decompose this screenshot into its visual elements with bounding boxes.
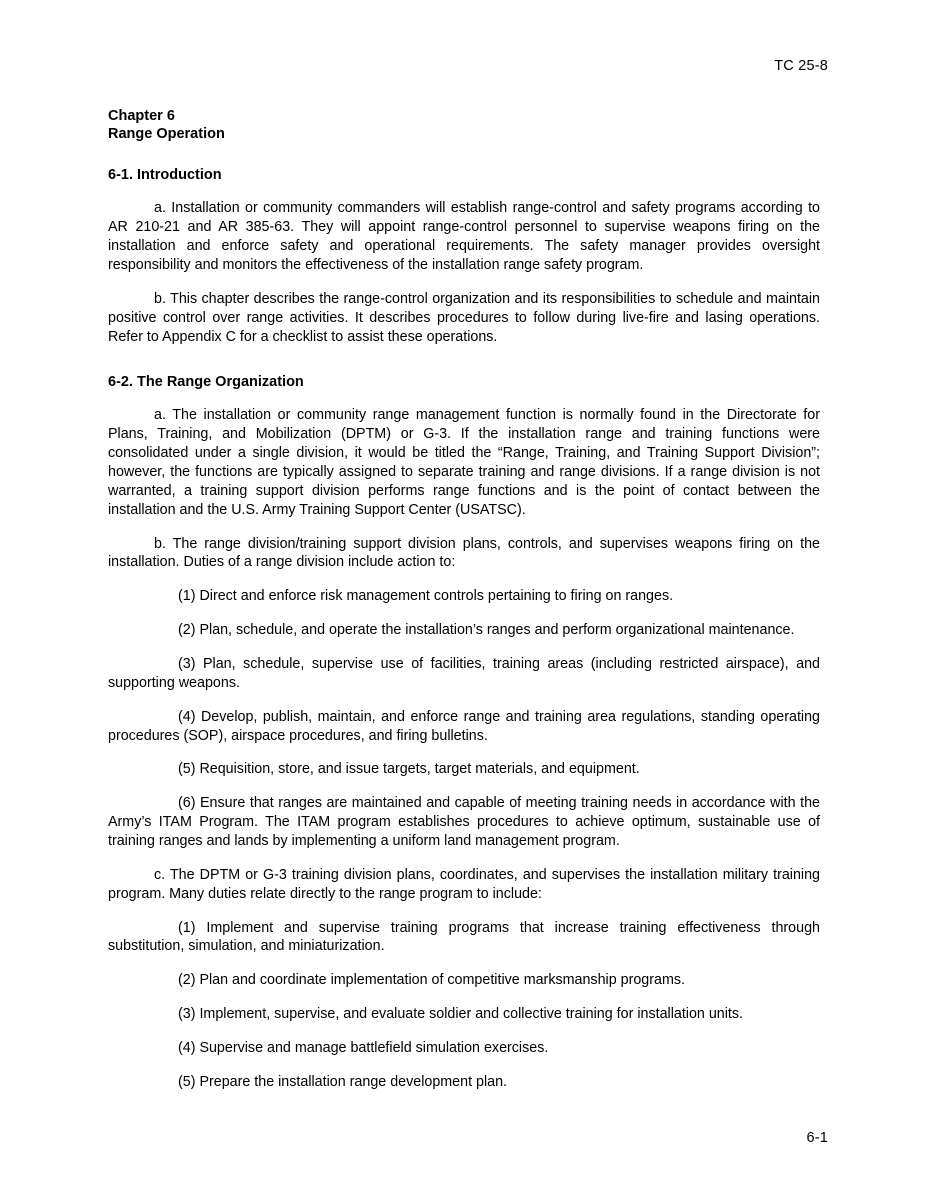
chapter-number: Chapter 6 xyxy=(108,108,175,124)
paragraph: b. The range division/training support division plans, controls, and supervises weapons firing on the installation. Duties of a range division include action to: xyxy=(108,535,820,571)
chapter-heading xyxy=(108,108,820,143)
list-item: (2) Plan and coordinate implementation of competitive marksmanship programs. xyxy=(178,972,685,989)
list-item: (1) Implement and supervise training programs that increase training effectiveness through substitution, simulation, and miniaturization. xyxy=(108,919,820,955)
paragraph: b. This chapter describes the range-control organization and its responsibilities to schedule and maintain positive control over range activities. It describes procedures to follow during live-fire and lasing operations. Refer to Appendix C for a checklist to assist these operations. xyxy=(108,290,820,345)
list-item: (4) Develop, publish, maintain, and enforce range and training area regulations, standing operating procedures (SOP), airspace procedures, and firing bulletins. xyxy=(108,708,820,744)
paragraph: c. The DPTM or G-3 training division plans, coordinates, and supervises the installation military training program. Many duties relate directly to the range program to include: xyxy=(108,866,820,902)
list-item: (2) Plan, schedule, and operate the installation’s ranges and perform organizational maintenance. xyxy=(178,622,795,639)
section-heading-6-1: 6-1. Introduction xyxy=(108,167,222,184)
section-heading-6-2: 6-2. The Range Organization xyxy=(108,374,304,391)
list-item: (1) Direct and enforce risk management controls pertaining to firing on ranges. xyxy=(178,588,674,605)
page-footer: 6-1 xyxy=(806,1130,828,1146)
list-item: (3) Plan, schedule, supervise use of facilities, training areas (including restricted airspace), and supporting weapons. xyxy=(108,655,820,691)
page-header: TC 25-8 xyxy=(774,58,828,74)
paragraph: a. The installation or community range management function is normally found in the Directorate for Plans, Training, and Mobilization (DPTM) or G-3. If the installation range and training functions were consolidated under a single division, it would be titled the “Range, Training, and Training Support Division”; however, the functions are typically assigned to separate training and range divisions. If a range division is not warranted, a training support division performs range functions and is the point of contact between the installation and the U.S. Army Training Support Center (USATSC). xyxy=(108,407,820,518)
list-item: (6) Ensure that ranges are maintained and capable of meeting training needs in accordance with the Army’s ITAM Program. The ITAM program establishes procedures to achieve optimum, sustainable use of training ranges and lands by implementing a uniform land management program. xyxy=(108,795,820,849)
list-item: (4) Supervise and manage battlefield simulation exercises. xyxy=(178,1040,549,1057)
list-item: (5) Requisition, store, and issue targets, target materials, and equipment. xyxy=(178,761,640,778)
page-content xyxy=(108,108,820,1092)
chapter-title: Range Operation xyxy=(108,125,225,142)
list-item: (5) Prepare the installation range development plan. xyxy=(178,1073,508,1090)
list-item: (3) Implement, supervise, and evaluate soldier and collective training for installation units. xyxy=(178,1006,744,1023)
paragraph: a. Installation or community commanders will establish range-control and safety programs according to AR 210-21 and AR 385-63. They will appoint range-control personnel to supervise weapons firing on the installation and enforce safety and operational requirements. The safety manager provides oversight responsibility and monitors the effectiveness of the installation range safety program. xyxy=(108,200,820,273)
